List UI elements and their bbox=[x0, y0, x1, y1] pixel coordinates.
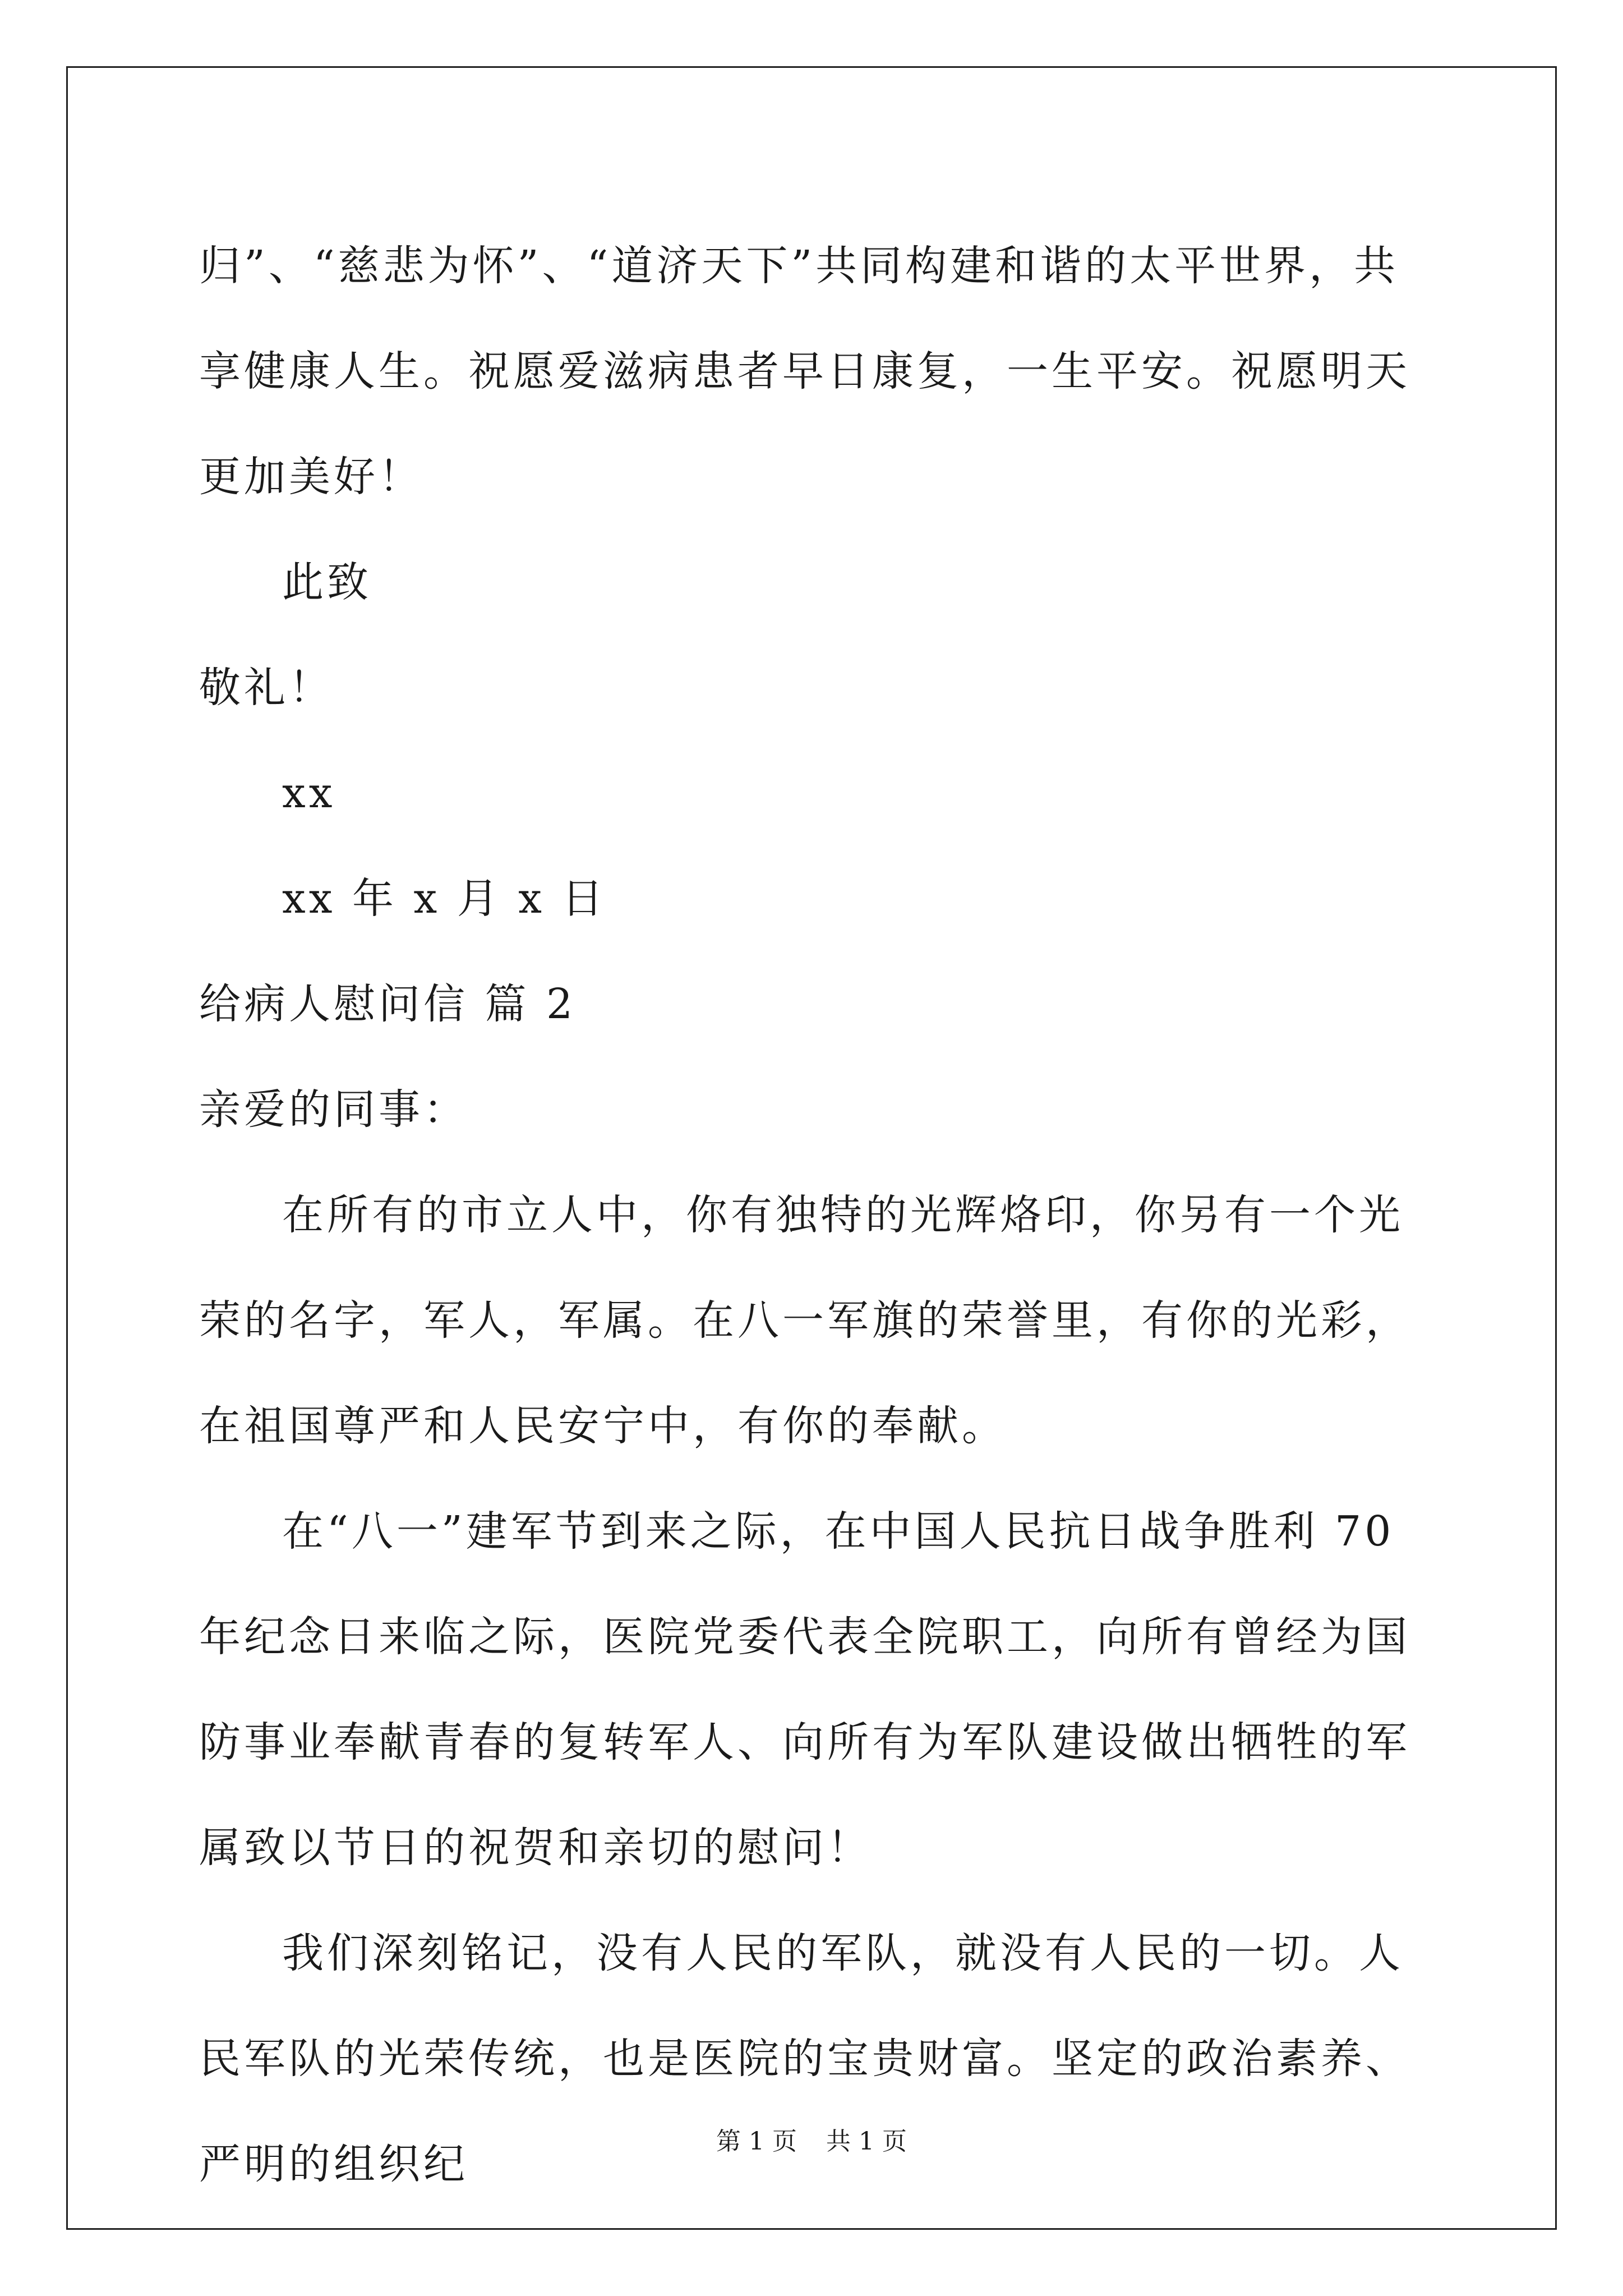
document-body bbox=[199, 213, 1427, 2217]
closing-respect: 敬礼！ bbox=[199, 664, 334, 712]
page-number: 第 1 页 bbox=[716, 2127, 797, 2156]
page-footer bbox=[0, 2125, 1623, 2159]
paragraph: 在“八一”建军节到来之际，在中国人民抗日战争胜利 70 年纪念日来临之际，医院党委代表全院职工，向所有曾经为国防事业奉献青春的复转军人、向所有为军队建设做出牺牲的军属致以节日的祝贺和亲切的慰问！ bbox=[199, 1507, 1410, 1872]
greeting: 亲爱的同事： bbox=[199, 1085, 468, 1134]
page-total: 共 1 页 bbox=[826, 2127, 907, 2156]
section-heading: 给病人慰问信 篇 2 bbox=[199, 980, 577, 1028]
signature-date: xx 年 x 月 x 日 bbox=[282, 875, 607, 923]
paragraph: 归”、“慈悲为怀”、“道济天下”共同构建和谐的太平世界，共享健康人生。祝愿爱滋病患者早日康复，一生平安。祝愿明天更加美好！ bbox=[199, 242, 1410, 501]
paragraph: 我们深刻铭记，没有人民的军队，就没有人民的一切。人民军队的光荣传统，也是医院的宝贵财富。坚定的政治素养、严明的组织纪 bbox=[199, 1929, 1410, 2188]
paragraph: 在所有的市立人中，你有独特的光辉烙印，你另有一个光荣的名字，军人，军属。在八一军旗的荣誉里，有你的光彩，在祖国尊严和人民安宁中，有你的奉献。 bbox=[199, 1191, 1410, 1450]
signature-name: xx bbox=[282, 769, 336, 817]
closing-salutation: 此致 bbox=[282, 558, 372, 606]
